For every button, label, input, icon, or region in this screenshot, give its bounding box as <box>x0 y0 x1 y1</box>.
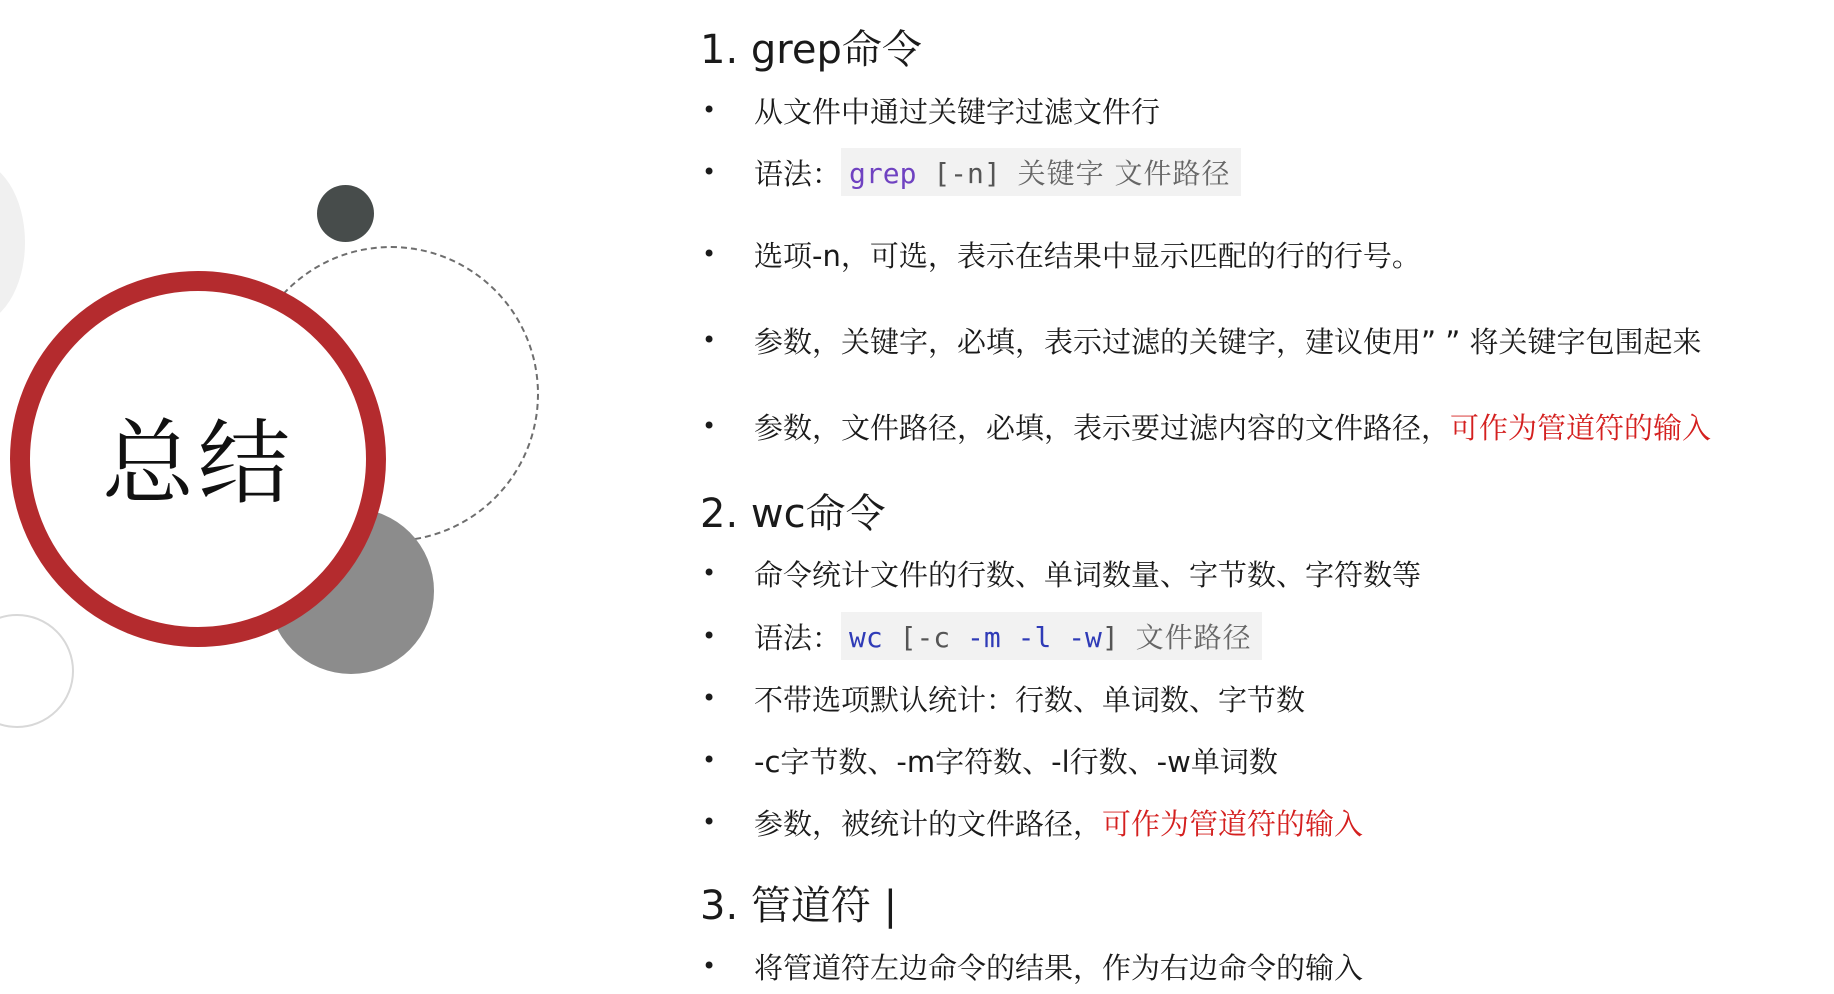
list-item: • -c字节数、-m字符数、-l行数、-w单词数 <box>702 744 1278 779</box>
bullet: • <box>702 622 717 650</box>
decorative-outline-circle <box>0 614 74 728</box>
list-item: • 参数，文件路径，必填，表示要过滤内容的文件路径， 可作为管道符的输入 <box>700 404 1711 448</box>
bullet: • <box>702 240 717 268</box>
bullet: • <box>702 326 717 354</box>
list-item: • 从文件中通过关键字过滤文件行 <box>702 94 1161 129</box>
section-title-wc: 2. wc命令 <box>700 491 886 537</box>
list-item: • 语法： grep [-n] 关键字 文件路径 <box>700 150 1241 194</box>
list-item: • 将管道符左边命令的结果，作为右边命令的输入 <box>702 950 1364 985</box>
list-item: • 命令统计文件的行数、单词数量、字节数、字符数等 <box>702 557 1422 592</box>
bullet: • <box>702 559 717 587</box>
bullet: • <box>702 684 717 712</box>
list-item: • 选项-n，可选，表示在结果中显示匹配的行的行号。 <box>702 238 1421 273</box>
bullet: • <box>702 158 717 186</box>
grep-syntax-code: grep [-n] 关键字 文件路径 <box>841 148 1241 196</box>
list-item: • 语法： wc [-c -m -l -w] 文件路径 <box>700 614 1262 658</box>
bullet: • <box>702 952 717 980</box>
bullet: • <box>702 96 717 124</box>
list-item: • 不带选项默认统计：行数、单词数、字节数 <box>702 682 1306 717</box>
section-title-pipe: 3. 管道符 | <box>700 883 898 929</box>
summary-content <box>700 0 1830 994</box>
list-item: • 参数，被统计的文件路径， 可作为管道符的输入 <box>700 800 1363 844</box>
list-item: • 参数，关键字，必填，表示过滤的关键字，建议使用” ” 将关键字包围起来 <box>702 324 1702 359</box>
highlight-text: 可作为管道符的输入 <box>1450 410 1712 445</box>
bullet: • <box>702 746 717 774</box>
decorative-dark-dot <box>317 185 374 242</box>
title-ring <box>10 271 386 647</box>
wc-syntax-code: wc [-c -m -l -w] 文件路径 <box>841 612 1262 660</box>
highlight-text: 可作为管道符的输入 <box>1102 806 1364 841</box>
bullet: • <box>702 412 717 440</box>
slide-title: 总结 <box>101 410 294 517</box>
bullet: • <box>702 808 717 836</box>
section-title-grep: 1. grep命令 <box>700 27 922 73</box>
decorative-circle-left <box>0 160 25 325</box>
